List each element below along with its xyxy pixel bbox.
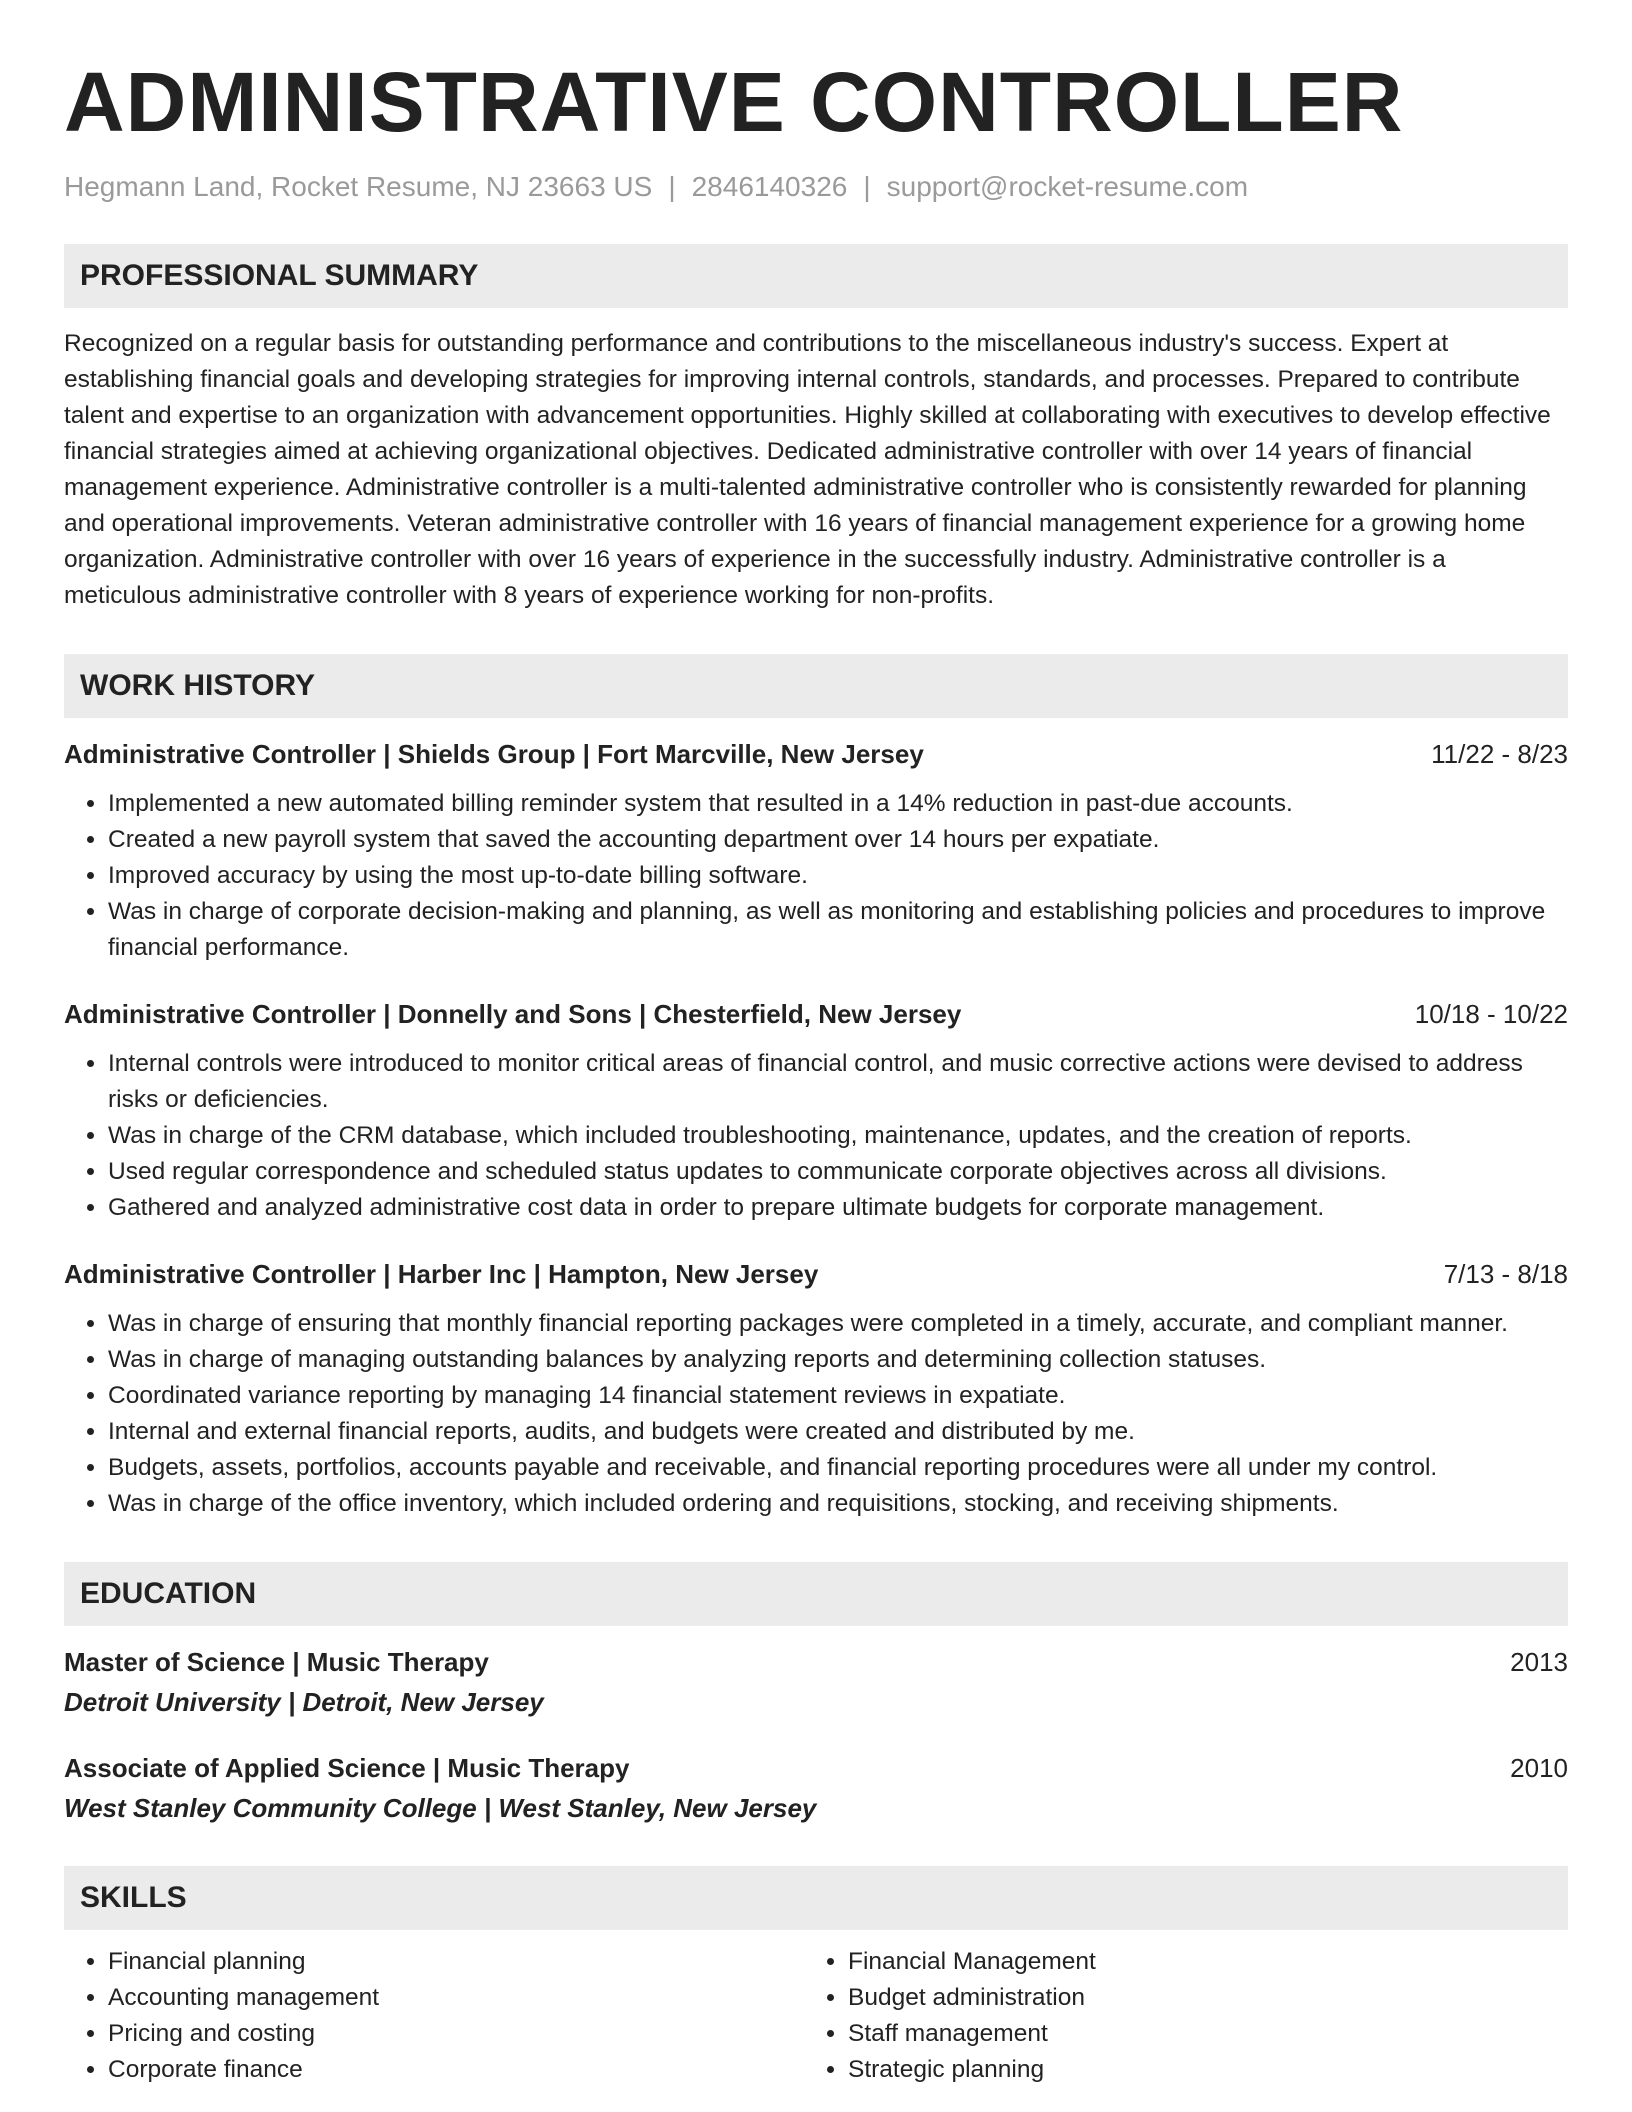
degree: Master of Science | Music Therapy bbox=[64, 1646, 489, 1677]
job-bullet: • Was in charge of managing outstanding balances by analyzing reports and determining collection statuses. bbox=[108, 1342, 1568, 1378]
job-bullet: • Internal controls were introduced to monitor critical areas of financial control, and music corrective actions were devised to address risks or deficiencies. bbox=[108, 1046, 1568, 1118]
job-bullet: • Was in charge of ensuring that monthly financial reporting packages were completed in a timely, accurate, and compliant manner. bbox=[108, 1306, 1568, 1342]
degree: Associate of Applied Science | Music Therapy bbox=[64, 1752, 630, 1783]
skills-list bbox=[64, 1944, 1568, 2088]
section-header-skills: SKILLS bbox=[64, 1866, 1568, 1930]
job-bullet: • Internal and external financial reports, audits, and budgets were created and distributed by me. bbox=[108, 1414, 1568, 1450]
contact-line bbox=[64, 170, 1568, 204]
school: West Stanley Community College | West Stanley, New Jersey bbox=[64, 1792, 817, 1823]
contact-phone: 2846140326 bbox=[691, 171, 848, 203]
skill-item: • Financial Management bbox=[848, 1944, 1544, 1980]
job-bullet: • Coordinated variance reporting by managing 14 financial statement reviews in expatiate. bbox=[108, 1378, 1568, 1414]
school: Detroit University | Detroit, New Jersey bbox=[64, 1686, 544, 1717]
contact-email[interactable]: support@rocket-resume.com bbox=[886, 171, 1249, 203]
job-bullet: • Was in charge of the CRM database, which included troubleshooting, maintenance, updates, and the creation of reports. bbox=[108, 1118, 1568, 1154]
job-bullet: • Used regular correspondence and scheduled status updates to communicate corporate objectives across all divisions. bbox=[108, 1154, 1568, 1190]
graduation-year: 2013 bbox=[1510, 1646, 1568, 1677]
section-header-summary: PROFESSIONAL SUMMARY bbox=[64, 244, 1568, 308]
skill-item: • Accounting management bbox=[108, 1980, 804, 2016]
education-header bbox=[64, 1750, 1568, 1786]
job-bullet: • Created a new payroll system that saved the accounting department over 14 hours per expatiate. bbox=[108, 822, 1568, 858]
skill-item: • Corporate finance bbox=[108, 2052, 804, 2088]
contact-address: Hegmann Land, Rocket Resume, NJ 23663 US bbox=[64, 171, 653, 203]
job-bullet: • Was in charge of the office inventory, which included ordering and requisitions, stocking, and receiving shipments. bbox=[108, 1486, 1568, 1522]
skills-column-right bbox=[804, 1944, 1544, 2088]
summary-text: Recognized on a regular basis for outstanding performance and contributions to the miscellaneous industry's success. Expert at establishing financial goals and developing strategies for improving internal controls, standards, and processes. Prepared to contribute talent and expertise to an organization with advancement opportunities. Highly skilled at collaborating with executives to develop effective financial strategies aimed at achieving organizational objectives. Dedicated administrative controller with over 14 years of financial management experience. Administrative controller is a multi-talented administrative controller who is consistently rewarded for planning and operational improvements. Veteran administrative controller with 16 years of financial management experience for a growing home organization. Administrative controller with over 16 years of experience in the successfully industry. Administrative controller is a meticulous administrative controller with 8 years of experience working for non-profits. bbox=[64, 329, 1551, 609]
job-header bbox=[64, 736, 1568, 772]
skill-item: • Financial planning bbox=[108, 1944, 804, 1980]
job-dates: 7/13 - 8/18 bbox=[1443, 1258, 1568, 1289]
job-title: Administrative Controller | Shields Group | Fort Marcville, New Jersey bbox=[64, 738, 924, 769]
graduation-year: 2010 bbox=[1510, 1752, 1568, 1783]
job-bullet: • Improved accuracy by using the most up-to-date billing software. bbox=[108, 858, 1568, 894]
skill-item: • Staff management bbox=[848, 2016, 1544, 2052]
skill-item: • Strategic planning bbox=[848, 2052, 1544, 2088]
job-entry bbox=[64, 736, 1568, 966]
job-header bbox=[64, 996, 1568, 1032]
contact-separator: | bbox=[863, 171, 871, 203]
job-bullets bbox=[64, 1306, 1568, 1522]
education-header bbox=[64, 1644, 1568, 1680]
job-title: Administrative Controller | Donnelly and Sons | Chesterfield, New Jersey bbox=[64, 998, 962, 1029]
job-header bbox=[64, 1256, 1568, 1292]
skill-item: • Pricing and costing bbox=[108, 2016, 804, 2052]
job-dates: 10/18 - 10/22 bbox=[1414, 998, 1568, 1029]
candidate-name: ADMINISTRATIVE CONTROLLER bbox=[64, 55, 1404, 149]
section-header-education: EDUCATION bbox=[64, 1562, 1568, 1626]
job-bullet: • Gathered and analyzed administrative cost data in order to prepare ultimate budgets for corporate management. bbox=[108, 1190, 1568, 1226]
job-bullet: • Implemented a new automated billing reminder system that resulted in a 14% reduction in past-due accounts. bbox=[108, 786, 1568, 822]
job-entry bbox=[64, 996, 1568, 1226]
section-header-work-history: WORK HISTORY bbox=[64, 654, 1568, 718]
job-title: Administrative Controller | Harber Inc | Hampton, New Jersey bbox=[64, 1258, 819, 1289]
contact-separator: | bbox=[668, 171, 676, 203]
job-dates: 11/22 - 8/23 bbox=[1431, 738, 1568, 769]
job-bullets bbox=[64, 1046, 1568, 1226]
education-entry bbox=[64, 1644, 1568, 1720]
education-entry bbox=[64, 1750, 1568, 1826]
job-bullet: • Budgets, assets, portfolios, accounts payable and receivable, and financial reporting procedures were all under my control. bbox=[108, 1450, 1568, 1486]
job-bullet: • Was in charge of corporate decision-making and planning, as well as monitoring and establishing policies and procedures to improve financial performance. bbox=[108, 894, 1568, 966]
skill-item: • Budget administration bbox=[848, 1980, 1544, 2016]
skills-column-left bbox=[64, 1944, 804, 2088]
job-entry bbox=[64, 1256, 1568, 1522]
job-bullets bbox=[64, 786, 1568, 966]
